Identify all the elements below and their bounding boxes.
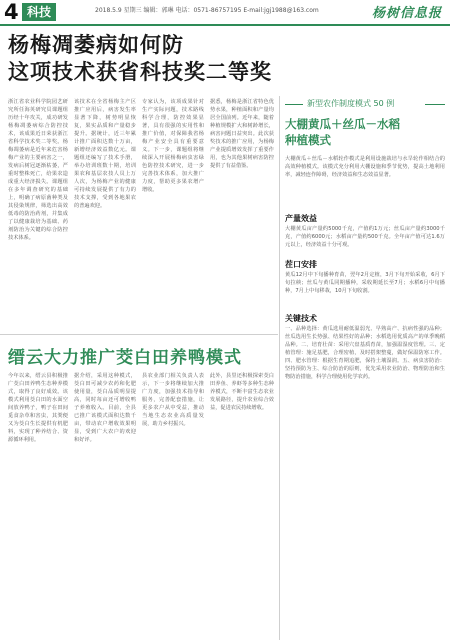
header-meta: 2018.5.9 星期三 编辑：郭琳 电话：0571-86757195 E-mail:jgj1988@163.com xyxy=(95,7,319,14)
article1-text-2: 该技术在全省杨梅主产区推广应用后，病害发生率显著下降，树势明显恢复，果实品质和产量稳步提升。据统计，近三年累计推广面积达数十万亩，新增经济效益数亿元。课题组还编写了技术手册，举办培训班数十期，培训果农和基层农技人员上万人次，为杨梅产业的健康可持续发展提供了有力的技术支撑，受到各地果农的普遍欢迎。 xyxy=(74,99,136,209)
article1-headline xyxy=(8,32,272,86)
subhead-yield: 产量效益 xyxy=(285,214,317,223)
feature-title xyxy=(285,116,445,148)
article2-text-1: 今年以来，缙云县积极推广茭白田养鸭生态种养模式，取得了良好成效。该模式利用茭白田的水面空间放养鸭子，鸭子在田间觅食杂草和害虫，其粪便又为茭白生长提供有机肥料，实现了种养结合、资源循环利用。 xyxy=(8,373,68,443)
yield-text-block xyxy=(285,225,445,257)
key-tech-text: 一、品种选择：黄瓜选用耐低温弱光、早熟高产、抗病性强的品种；丝瓜选用生长势强、结果性好的品种；水稻选用优质高产的单季晚稻品种。二、培育壮苗：采用穴盘基质育苗，加强温湿度管理。三、定植管理：施足基肥，合理密植，及时搭架整蔓，做好保温防寒工作。四、肥水管理：根据生育期追肥，保持土壤湿润。五、病虫害防治：坚持预防为主、综合防治的原则，优先采用农业防治、物理防治和生物防治措施，科学合理使用化学农药。 xyxy=(285,326,445,380)
feature-title-line1: 大棚黄瓜＋丝瓜－水稻 xyxy=(285,117,400,131)
article1-text-4: 据悉，杨梅是浙江省特色优势水果，种植面积和产量均居全国前列。近年来，随着种植规模扩大和树龄增长，病害问题日益突出。此次获奖技术的推广应用，为杨梅产业提质增效发挥了重要作用，也为其他果树病害防控提供了有益借鉴。 xyxy=(210,99,274,169)
article2-column-1 xyxy=(8,372,68,636)
feature-intro-text: 大棚黄瓜＋丝瓜－水稻轮作模式是利用设施栽培与水旱轮作相结合的高效种植模式。该模式充分利用大棚设施和季节优势，提高土地利用率，减轻连作障碍，经济效益和生态效益显著。 xyxy=(285,156,445,178)
subhead-schedule: 茬口安排 xyxy=(285,260,317,269)
key-tech-text-block xyxy=(285,325,445,636)
article1-text-3: 专家认为，该项成果针对生产实际问题，技术路线科学合理，防控效果显著，具有很强的实用性和推广价值，对保障我省杨梅产业安全具有重要意义。下一步，课题组将继续深入开展杨梅病虫害绿色防控技术研究，进一步完善技术体系，加大推广力度，帮助更多果农增产增收。 xyxy=(142,99,204,193)
article1-title-line1: 杨梅凋萎病如何防 xyxy=(8,33,184,57)
article1-title-line2: 这项技术获省科技奖二等奖 xyxy=(8,60,272,84)
schedule-text: 黄瓜12月中下旬播种育苗，翌年2月定植，3月下旬开始采收，6月下旬拉秧；丝瓜与黄瓜同期播种，采收期延长至7月；水稻6月中旬播种，7月上中旬移栽，10月下旬收割。 xyxy=(285,272,445,294)
article2-text-2: 据介绍，采用这种模式，茭白田可减少农药和化肥使用量，茭白品质明显提高，同时每亩还可增收鸭子养殖收入。目前，全县已推广该模式面积达数千亩，带动农户增收效果明显，受到广大农户的欢迎和好评。 xyxy=(74,373,136,443)
header-rule xyxy=(0,24,450,26)
feature-rule-right xyxy=(425,104,445,105)
yield-text: 大棚黄瓜亩产量约5000千克，产值约1万元；丝瓜亩产量约3000千克，产值约6000元；水稻亩产量约500千克。全年亩产值可达1.6万元以上，经济效益十分可观。 xyxy=(285,226,445,248)
feature-label-bar xyxy=(285,98,445,111)
column-divider xyxy=(279,96,280,640)
section-label: 科技 xyxy=(22,3,56,21)
section-divider xyxy=(0,334,278,335)
article1-text-1: 浙江省农业科学院园艺研究所任海英研究员课题组历经十年攻关，成功研发杨梅凋萎病综合防控技术，该成果近日荣获浙江省科学技术奖二等奖。杨梅凋萎病是近年来危害杨梅产业的主要病害之一，发病后树冠逐渐枯萎，严重时整株死亡，给果农造成重大经济损失。课题组在多年调查研究的基础上，明确了病原菌种类及其侵染规律，筛选出高效低毒的防治药剂，并集成了以健康栽培为基础、药剂防治为关键的综合防控技术体系。 xyxy=(8,99,68,241)
article2-text-3: 县农业部门相关负责人表示，下一步将继续加大推广力度，加强技术指导和服务，完善配套措施，让更多农户从中受益，推动当地生态农业高质量发展，助力乡村振兴。 xyxy=(142,373,204,427)
article1-column-1 xyxy=(8,98,68,330)
page-number: 4 xyxy=(4,0,19,24)
subhead-key-tech: 关键技术 xyxy=(285,314,317,323)
feature-title-line2: 种植模式 xyxy=(285,133,331,147)
schedule-text-block xyxy=(285,271,445,311)
feature-rule-left xyxy=(285,104,303,105)
article1-column-4 xyxy=(210,98,274,330)
article2-column-3 xyxy=(142,372,204,636)
article2-column-2 xyxy=(74,372,136,636)
masthead-logo: 杨树信息报 xyxy=(371,6,442,21)
page-header xyxy=(0,0,450,24)
article2-headline: 缙云大力推广茭白田养鸭模式 xyxy=(8,348,242,368)
feature-label: 新型农作制度模式 50 例 xyxy=(307,99,395,108)
article1-column-2 xyxy=(74,98,136,330)
article1-column-3 xyxy=(142,98,204,330)
feature-intro xyxy=(285,155,445,211)
article2-text-4: 此外，县里还积极探索茭白田养鱼、养虾等多种生态种养模式，不断丰富生态农业发展路径，提升农业综合效益，促进农民持续增收。 xyxy=(210,373,274,411)
article2-column-4 xyxy=(210,372,274,636)
